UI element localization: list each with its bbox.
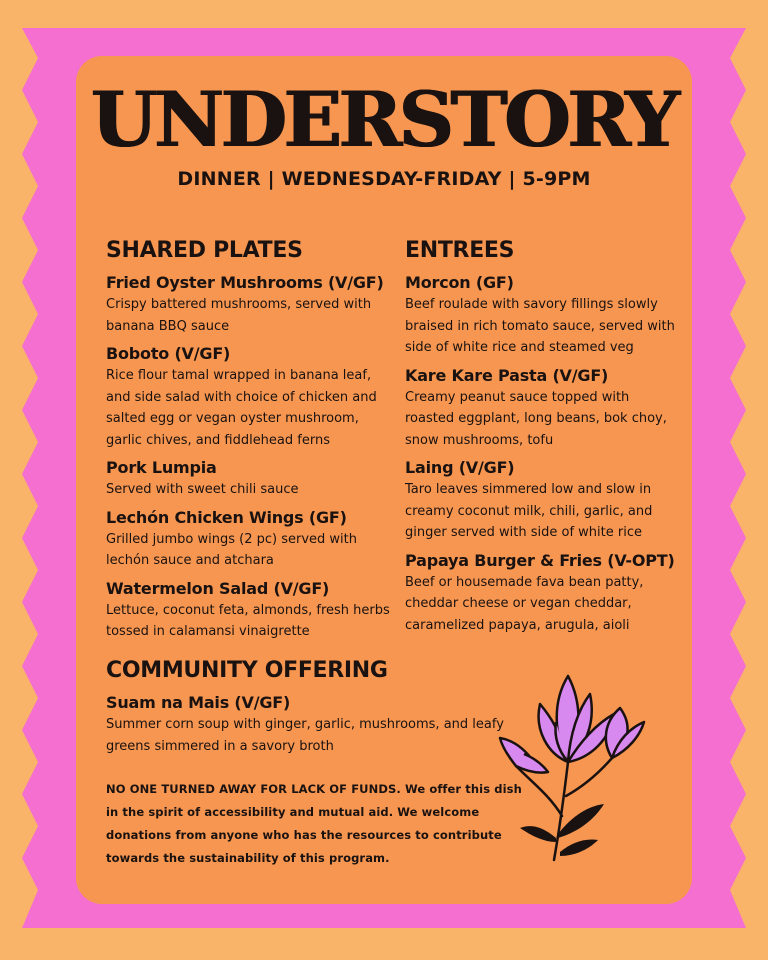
community-offering-section [106,656,506,767]
shared-plates-section [106,236,391,649]
menu-item [405,272,675,359]
item-name: Watermelon Salad (V/GF) [106,578,330,598]
item-description: Served with sweet chili sauce [106,482,299,497]
item-description: Summer corn soup with ginger, garlic, mushrooms, and leafy greens simmered in a savory broth [106,717,504,754]
service-hours: DINNER | WEDNESDAY-FRIDAY | 5-9PM [177,168,591,190]
item-description: Crispy battered mushrooms, served with banana BBQ sauce [106,297,372,334]
item-name: Papaya Burger & Fries (V-OPT) [405,550,675,570]
menu-item [405,550,675,637]
menu-item [106,272,391,337]
section-heading: COMMUNITY OFFERING [106,658,388,683]
item-description: Grilled jumbo wings (2 pc) served with lechón sauce and atchara [106,531,357,568]
entrees-section [405,236,675,642]
section-heading: ENTREES [405,238,515,263]
item-description: Taro leaves simmered low and slow in creamy coconut milk, chili, garlic, and ginger served with side of white rice [405,482,653,540]
flower-icon [494,666,654,866]
item-description: Lettuce, coconut feta, almonds, fresh herbs tossed in calamansi vinaigrette [106,602,390,639]
item-name: Laing (V/GF) [405,458,515,477]
menu-item [106,343,391,451]
item-name: Fried Oyster Mushrooms (V/GF) [106,273,384,292]
item-description: Beef roulade with savory fillings slowly braised in rich tomato sauce, served with side of white rice and steamed veg [405,297,675,355]
item-name: Pork Lumpia [106,458,217,477]
restaurant-title: UNDERSTORY [91,75,677,164]
item-name: Morcon (GF) [405,273,514,292]
item-name: Kare Kare Pasta (V/GF) [405,365,609,385]
item-name: Boboto (V/GF) [106,344,231,363]
item-description: Rice flour tamal wrapped in banana leaf, and side salad with choice of chicken and salted egg or vegan oyster mushroom, garlic chives, and fiddlehead ferns [106,368,377,448]
menu-item [106,457,391,501]
item-name: Suam na Mais (V/GF) [106,693,291,712]
menu-item [106,578,391,643]
menu-item [106,507,391,572]
item-name: Lechón Chicken Wings (GF) [106,507,347,527]
item-description: Beef or housemade fava bean patty, cheddar cheese or vegan cheddar, caramelized papaya, arugula, aioli [405,574,644,633]
menu-item [405,457,675,544]
mutual-aid-notice: NO ONE TURNED AWAY FOR LACK OF FUNDS. We offer this dish in the spirit of accessibility and mutual aid. We welcome donations from anyone who has the resources to contribute towards the sustainability of this program. [106,782,522,865]
section-heading: SHARED PLATES [106,238,303,263]
item-description: Creamy peanut sauce topped with roasted eggplant, long beans, bok choy, snow mushrooms, tofu [405,389,667,448]
menu-item [405,365,675,452]
